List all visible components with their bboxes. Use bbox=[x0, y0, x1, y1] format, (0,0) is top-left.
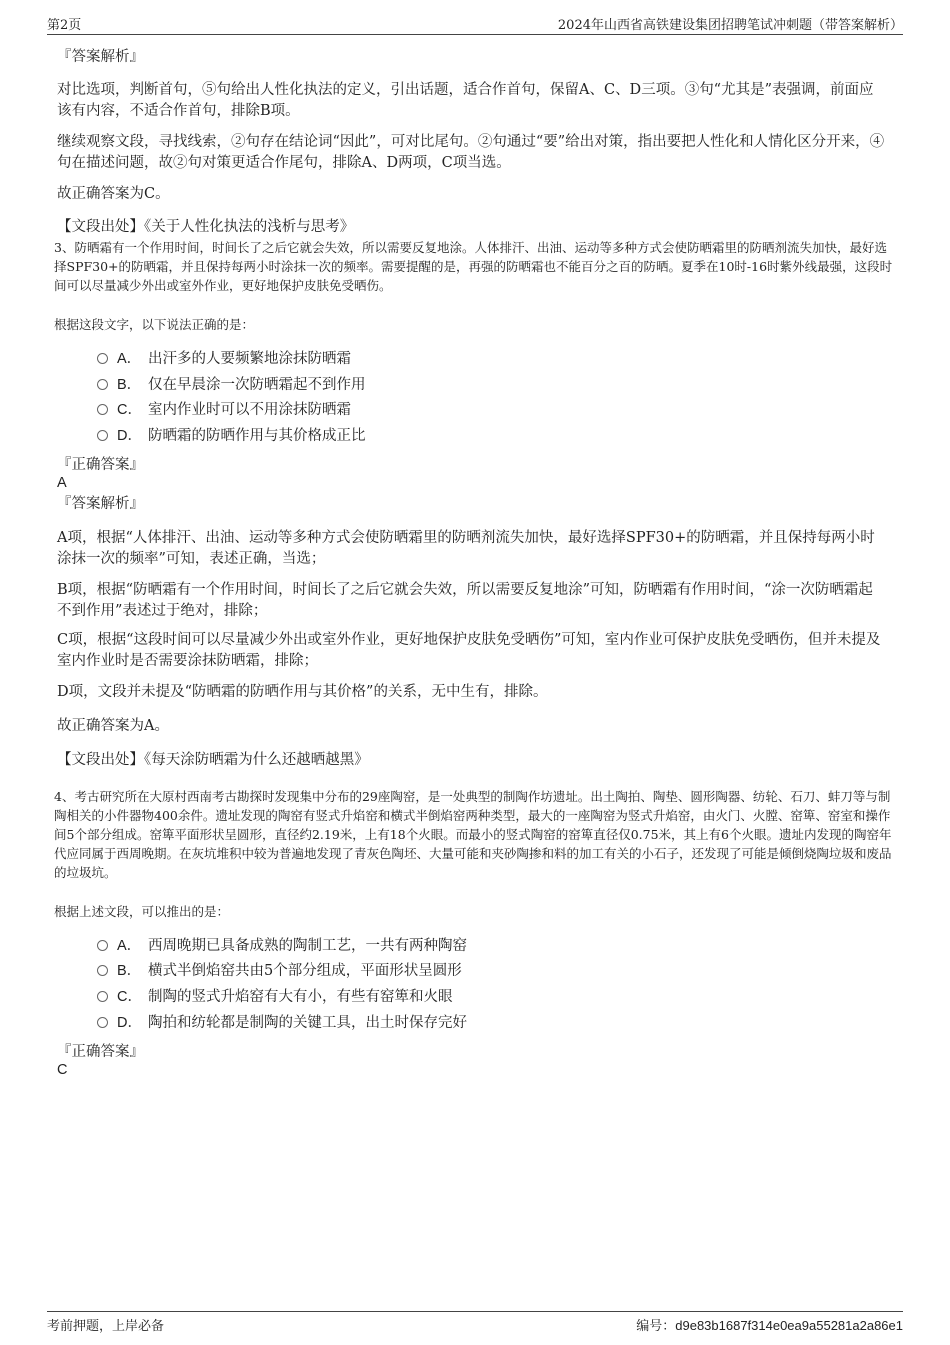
q3-analysis-d: D项，文段并未提及“防晒霜的防晒作用与其价格”的关系，无中生有，排除。 bbox=[57, 684, 548, 700]
page-number: 第2页 bbox=[47, 18, 82, 33]
footer-slogan: 考前押题，上岸必备 bbox=[47, 1319, 165, 1334]
q4-option-a[interactable]: A． 西周晚期已具备成熟的陶制工艺，一共有两种陶窑 bbox=[97, 936, 467, 956]
q3-conclusion: 故正确答案为A。 bbox=[57, 718, 169, 734]
q3-answer: A bbox=[57, 475, 67, 491]
q4-answer: C bbox=[57, 1062, 68, 1078]
q4-option-b[interactable]: B． 横式半倒焰窑共由5个部分组成，平面形状呈圆形 bbox=[97, 961, 462, 981]
q4-option-d[interactable]: D． 陶拍和纺轮都是制陶的关键工具，出土时保存完好 bbox=[97, 1013, 467, 1033]
q4-answer-label: 『正确答案』 bbox=[57, 1044, 144, 1060]
radio-icon[interactable] bbox=[97, 430, 108, 441]
q3-analysis-c: C项，根据“这段时间可以尽量减少外出或室外作业，更好地保护皮肤免受晒伤”可知，室内作业可保护皮肤免受晒伤，但并未提及室内作业时是否需要涂抹防晒霜，排除； bbox=[57, 632, 881, 669]
radio-icon[interactable] bbox=[97, 353, 108, 364]
radio-icon[interactable] bbox=[97, 404, 108, 415]
q3-option-c[interactable]: C． 室内作业时可以不用涂抹防晒霜 bbox=[97, 400, 351, 420]
q3-option-d[interactable]: D． 防晒霜的防晒作用与其价格成正比 bbox=[97, 426, 366, 446]
q4-question: 根据上述文段，可以推出的是： bbox=[54, 904, 230, 919]
radio-icon[interactable] bbox=[97, 991, 108, 1002]
document-id: 编号：d9e83b1687f314e0ea9a55281a2a86e1 bbox=[636, 1318, 903, 1333]
page-footer bbox=[47, 1311, 903, 1332]
q3-stem: 3、防晒霜有一个作用时间，时间长了之后它就会失效，所以需要反复地涂。人体排汗、出油、运动等多种方式会使防晒霜里的防晒剂流失加快，最好选择SPF30+的防晒霜，并且保持每两小时涂抹一次的频率。需要提醒的是，再强的防晒霜也不能百分之百的防晒。夏季在10时-16时紫外线最强，这段时间可以尽量减少外出或室外作业，更好地保护皮肤免受晒伤。 bbox=[54, 240, 893, 293]
q3-option-b[interactable]: B． 仅在早晨涂一次防晒霜起不到作用 bbox=[97, 375, 366, 395]
q3-source: 【文段出处】《每天涂防晒霜为什么还越晒越黑》 bbox=[57, 752, 369, 768]
q3-option-a[interactable]: A． 出汗多的人要频繁地涂抹防晒霜 bbox=[97, 349, 351, 369]
q3-analysis-label: 『答案解析』 bbox=[57, 496, 144, 512]
page-header bbox=[47, 14, 903, 35]
q2-analysis-label: 『答案解析』 bbox=[57, 49, 144, 65]
q3-answer-label: 『正确答案』 bbox=[57, 457, 144, 473]
q2-source: 【文段出处】《关于人性化执法的浅析与思考》 bbox=[57, 219, 355, 235]
q3-analysis-a: A项，根据“人体排汗、出油、运动等多种方式会使防晒霜里的防晒剂流失加快，最好选择SPF30+的防晒霜，并且保持每两小时涂抹一次的频率”可知，表述正确，当选； bbox=[57, 530, 875, 567]
q4-option-c[interactable]: C． 制陶的竖式升焰窑有大有小，有些有窑箄和火眼 bbox=[97, 987, 453, 1007]
document-title: 2024年山西省高铁建设集团招聘笔试冲刺题（带答案解析） bbox=[557, 18, 903, 33]
q2-conclusion: 故正确答案为C。 bbox=[57, 186, 170, 202]
q3-question: 根据这段文字，以下说法正确的是： bbox=[54, 317, 255, 332]
radio-icon[interactable] bbox=[97, 940, 108, 951]
q4-stem: 4、考古研究所在大原村西南考古勘探时发现集中分布的29座陶窑，是一处典型的制陶作坊遗址。出土陶拍、陶垫、圆形陶器、纺轮、石刀、蚌刀等与制陶相关的小件器物400余件。遗址发现的陶窑有竖式升焰窑和横式半倒焰窑两种类型，最大的一座陶窑为竖式升焰窑，由火门、火膛、窑箄、窑室和操作间5个部分组成。窑箄平面形状呈圆形，直径约2.19米，上有18个火眼。而最小的竖式陶窑的窑箄直径仅0.75米，其上有6个火眼。遗址内发现的陶窑年代应同属于西周晚期。在灰坑堆积中较为普遍地发现了青灰色陶坯、大量可能和夹砂陶掺和料的加工有关的小石子，还发现了可能是倾倒烧陶垃圾和废品的垃圾坑。 bbox=[54, 789, 892, 880]
q2-analysis-para1: 对比选项，判断首句，⑤句给出人性化执法的定义，引出话题，适合作首句，保留A、C、D三项。③句“尤其是”表强调，前面应该有内容，不适合作首句，排除B项。 bbox=[57, 82, 874, 119]
q3-analysis-b: B项，根据“防晒霜有一个作用时间，时间长了之后它就会失效，所以需要反复地涂”可知，防晒霜有作用时间，“涂一次防晒霜起不到作用”表述过于绝对，排除； bbox=[57, 582, 873, 619]
q2-analysis-para2: 继续观察文段，寻找线索，②句存在结论词“因此”，可对比尾句。②句通过“要”给出对策，指出要把人性化和人情化区分开来，④句在描述问题，故②句对策更适合作尾句，排除A、D两项，C项当选。 bbox=[57, 134, 885, 171]
radio-icon[interactable] bbox=[97, 379, 108, 390]
radio-icon[interactable] bbox=[97, 1017, 108, 1028]
radio-icon[interactable] bbox=[97, 965, 108, 976]
